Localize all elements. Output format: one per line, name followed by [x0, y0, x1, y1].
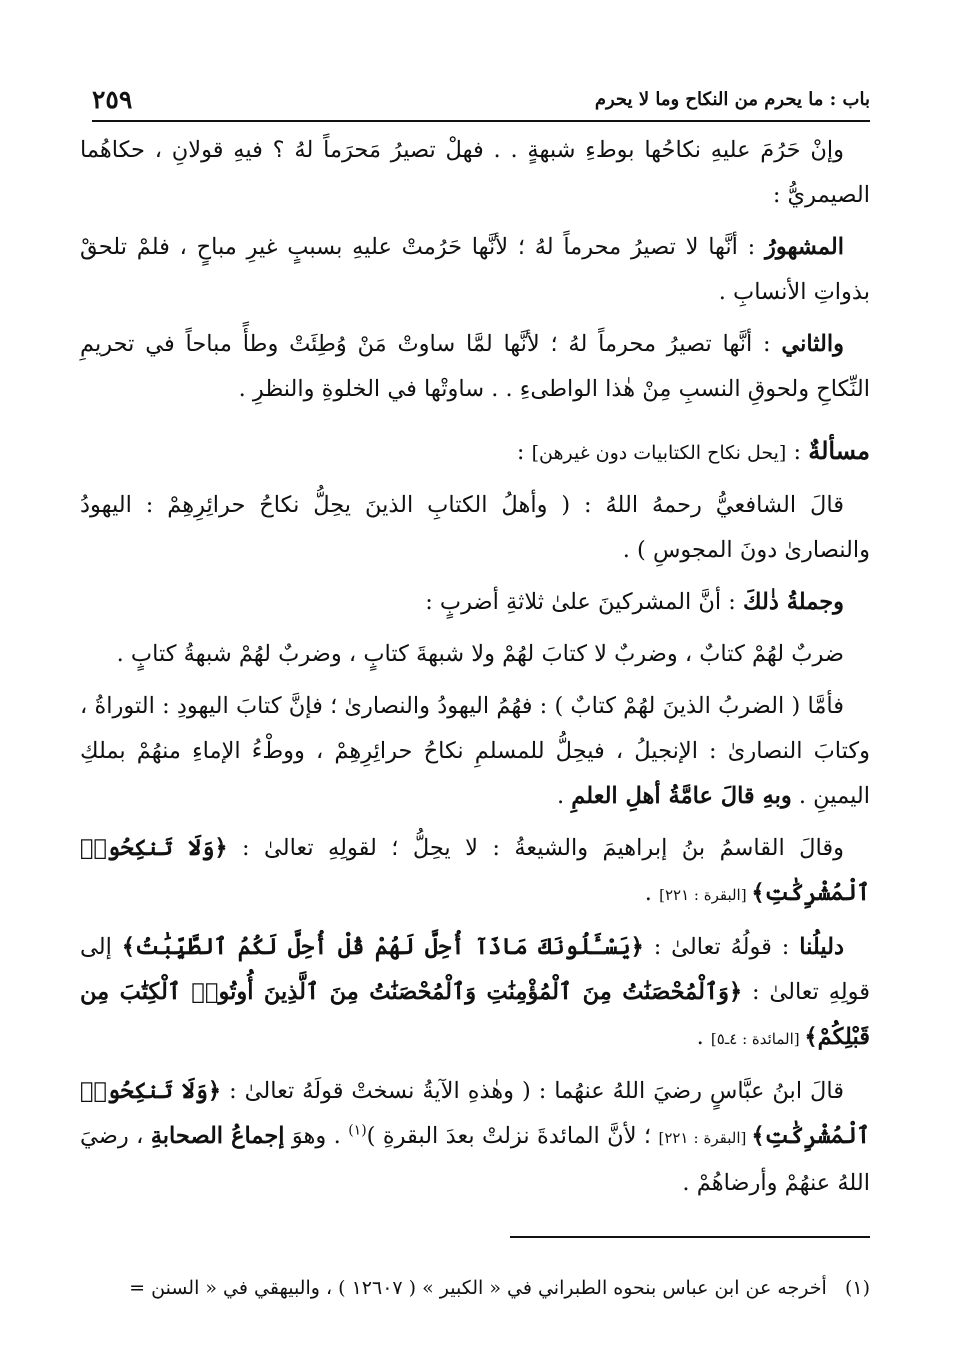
chapter-title: باب : ما يحرم من النكاح وما لا يحرم	[594, 88, 870, 110]
masala-colon: :	[786, 439, 809, 465]
paragraph-ibn-abbas-text-2: ؛ لأنَّ المائدةَ نزلتْ بعدَ البقرةِ )	[366, 1123, 659, 1149]
paragraph-dalil-mid: إلى قولِهِ تعالىٰ :	[80, 934, 870, 1005]
paragraph-dalil-end: .	[696, 1024, 711, 1050]
masala-label: مسألةٌ	[808, 436, 870, 465]
lead-mashhur: المشهورُ	[764, 234, 844, 260]
paragraph-ibn-abbas-text: قالَ ابنُ عبَّاسٍ رضيَ اللهُ عنهُما : ( وهٰذهِ الآيةُ نسختْ قولَهُ تعالىٰ :	[221, 1078, 844, 1104]
paragraph-amma-bold: وبهِ قالَ عامَّةُ أهلِ العلمِ	[571, 783, 792, 809]
quran-verse-maida-2: ﴿وَٱلْمُحْصَنَٰتُ مِنَ ٱلْمُؤْمِنَٰتِ وَٱلْمُحْصَنَٰتُ مِنَ ٱلَّذِينَ أُوتُوا۟ ٱلْكِتَٰبَ مِن قَبْلِكُمْ﴾	[80, 979, 870, 1050]
paragraph-qasim-text: وقالَ القاسمُ بنُ إبراهيمَ والشيعةُ : لا يحِلُّ ؛ لقولِهِ تعالىٰ :	[227, 835, 844, 861]
page-number: ٢٥٩	[92, 84, 133, 114]
paragraph-dalil	[80, 925, 870, 1062]
paragraph-ibn-abbas-bold: إجماعُ الصحابةِ	[150, 1123, 285, 1149]
quran-verse-maida-1: ﴿يَسْـَٔلُونَكَ مَاذَآ أُحِلَّ لَهُمْ قُلْ أُحِلَّ لَكُمُ ٱلطَّيِّبَٰتُ﴾	[121, 934, 644, 960]
paragraph-amma-text: فأمَّا ( الضربُ الذينَ لهُمْ كتابٌ ) : فهُمُ اليهودُ والنصارىٰ ؛ فإنَّ كتابَ اليهودِ : التوراةُ ، وكتابَ النصارىٰ : الإنجيلُ ، فيحِلُّ للمسلمِ نكاحُ حرائِرِهِمْ ، ووطْءُ الإماءِ منهُمْ بملكِ اليمينِ .	[80, 693, 870, 809]
footnote-text: أخرجه عن ابن عباس بنحوه الطبراني في « الكبير » ( ١٢٦٠٧ ) ، والبيهقي في « السنن =	[129, 1277, 827, 1299]
paragraph-qasim-end: .	[644, 880, 660, 906]
paragraph-dalil-text: : قولُهُ تعالىٰ :	[643, 934, 800, 960]
paragraph-shafii-text: قالَ الشافعيُّ رحمهُ اللهُ : ( وأهلُ الكتابِ الذينَ يحِلُّ نكاحُ حرائِرِهِمْ : اليهودُ والنصارىٰ دونَ المجوسِ ) .	[80, 492, 870, 563]
lead-dalil: دليلُنا	[799, 934, 844, 960]
masala-end: :	[516, 439, 532, 465]
paragraph-thani-text: : أنَّها تصيرُ محرماً لهُ ؛ لأنَّها لمَّا ساوتْ مَنْ وُطِئَتْ وطأً مباحاً في تحريمِ النِّكاحِ ولحوقِ النسبِ مِنْ هٰذا الواطىءِ . . ساوتْها في الخلوةِ والنظرِ .	[80, 331, 870, 402]
main-text	[80, 128, 870, 1213]
paragraph-darb-text: ضربٌ لهُمْ كتابٌ ، وضربٌ لا كتابَ لهُمْ ولا شبهةَ كتابٍ ، وضربٌ لهُمْ شبهةُ كتابٍ .	[116, 641, 844, 667]
running-header	[92, 78, 870, 122]
paragraph-jumla-text: : أنَّ المشركينَ علىٰ ثلاثةِ أضربٍ :	[425, 589, 744, 615]
lead-thani: والثاني	[781, 331, 844, 357]
paragraph-darb	[80, 632, 870, 677]
masala-title: [يحل نكاح الكتابيات دون غيرهن]	[531, 442, 787, 464]
footnote-marker[interactable]: (١)	[348, 1122, 367, 1139]
paragraph-mashhur-text: : أنَّها لا تصيرُ محرماً لهُ ؛ لأنَّها حَرُمتْ عليهِ بسببٍ غيرِ مباحٍ ، فلمْ تلحقْ بذواتِ الأنسابِ .	[80, 234, 870, 305]
verse-reference: [المائدة : ٤ـ٥]	[710, 1030, 805, 1048]
verse-reference: [البقرة : ٢٢١]	[658, 1129, 752, 1147]
quran-verse-baqara: ﴿وَلَا تَنكِحُوا۟ ٱلْمُشْرِكَٰتِ﴾	[80, 1078, 871, 1149]
verse-reference: [البقرة : ٢٢١]	[659, 886, 752, 904]
footnote-number: (١)	[844, 1277, 870, 1299]
paragraph-jumla	[80, 580, 870, 625]
paragraph-ibn-abbas-end: ، رضيَ اللهُ عنهُمْ وأرضاهُمْ .	[80, 1123, 870, 1196]
quran-verse-baqara: ﴿وَلَا تَنكِحُوا۟ ٱلْمُشْرِكَٰتِ﴾	[80, 835, 870, 906]
masala-heading	[80, 428, 870, 476]
paragraph-amma	[80, 684, 870, 819]
lead-jumla: وجملةُ ذٰلكَ	[743, 589, 844, 615]
paragraph-shafii	[80, 483, 870, 573]
paragraph-ibn-abbas	[80, 1069, 870, 1206]
paragraph-amma-end: .	[556, 783, 572, 809]
footnote	[80, 1271, 870, 1305]
paragraph-thani	[80, 322, 870, 412]
paragraph-1	[80, 128, 870, 218]
paragraph-qasim	[80, 826, 870, 918]
footnote-divider	[510, 1236, 870, 1238]
paragraph-mashhur	[80, 225, 870, 315]
paragraph-1-text: وإنْ حَرُمَ عليهِ نكاحُها بوطءِ شبهةٍ . . فهلْ تصيرُ مَحرَماً لهُ ؟ فيهِ قولانِ ، حكاهُما الصيمريُّ :	[80, 137, 870, 208]
paragraph-ibn-abbas-text-3: . وهوَ	[284, 1123, 349, 1149]
